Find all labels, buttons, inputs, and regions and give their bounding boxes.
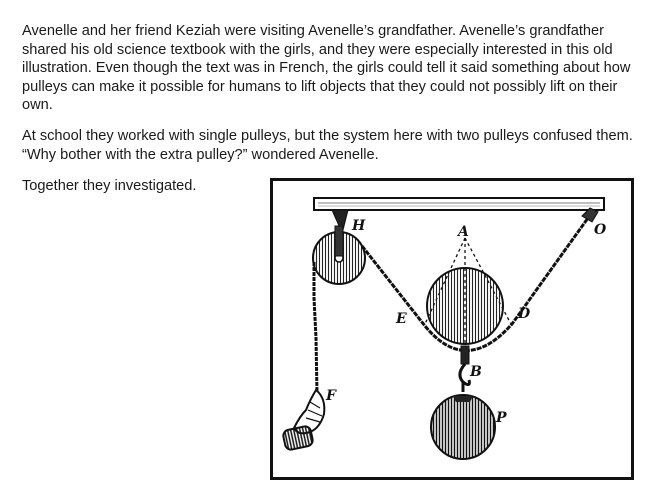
- label-o: O: [594, 222, 607, 238]
- label-f: F: [326, 388, 336, 404]
- pulley-question-paragraph: At school they worked with single pulleys, but the system here with two pulleys confused them. “Why bother with the extra pulley?” wondered Avenelle.: [22, 128, 633, 163]
- label-e: E: [396, 311, 407, 327]
- ceiling-beam: [314, 198, 604, 210]
- intro-paragraph: Avenelle and her friend Keziah were visiting Avenelle’s grandfather. Avenelle’s grandfather shared his old science textbook with the girls, and they were especially interested in this old illustration. Even though the text was in French, the girls could tell it said something about how pulleys can make it possible for humans to lift objects that they could not possibly lift on their own.: [22, 23, 631, 114]
- pulley-illustration: [270, 178, 634, 480]
- label-h: H: [352, 218, 366, 234]
- weight-p: [431, 395, 495, 459]
- investigation-paragraph: Together they investigated.: [22, 178, 197, 194]
- label-b: B: [470, 364, 482, 380]
- label-a: A: [458, 224, 469, 240]
- label-p: P: [496, 410, 507, 426]
- label-d: D: [518, 306, 531, 322]
